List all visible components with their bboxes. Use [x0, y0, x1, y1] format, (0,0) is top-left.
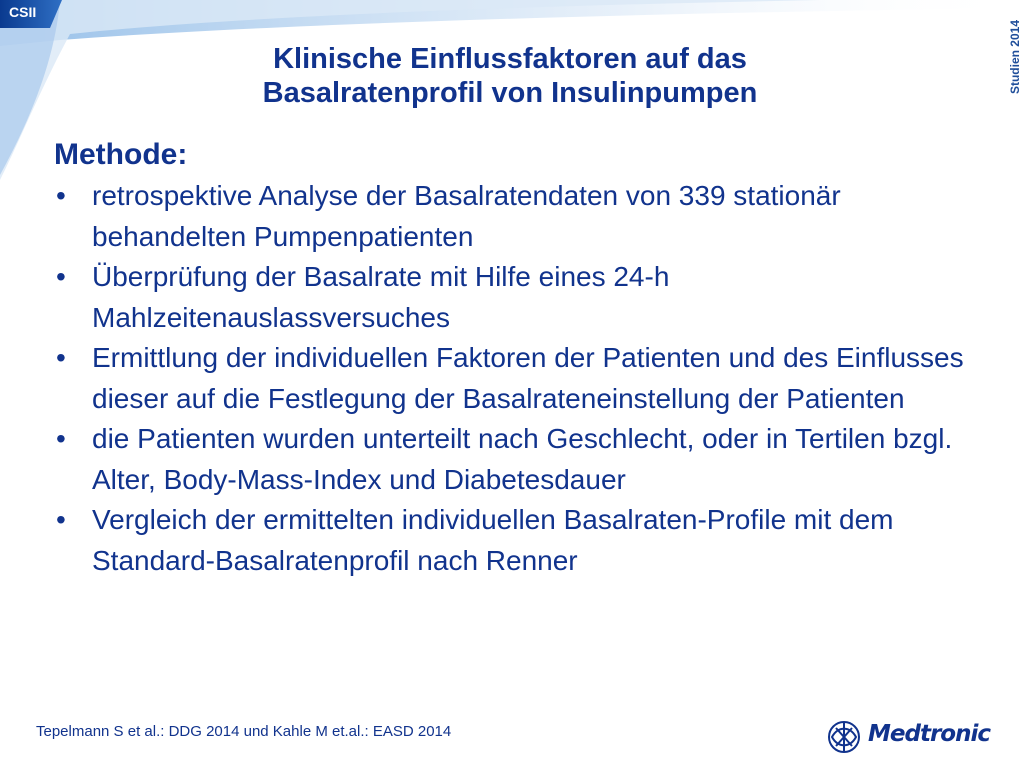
- bullet-dot: •: [56, 261, 66, 292]
- bullet-item: [52, 500, 1002, 581]
- bullet-item: [52, 338, 1002, 419]
- title-line-1: Klinische Einflussfaktoren auf das: [273, 43, 747, 75]
- slide-title: [210, 42, 810, 110]
- bullet-dot: •: [56, 180, 66, 211]
- bullet-text: die Patienten wurden unterteilt nach Geschlecht, oder in Tertilen bzgl. Alter, Body-Mass-Index und Diabetesdauer: [92, 423, 953, 495]
- bullet-dot: •: [56, 342, 66, 373]
- title-line-2: Basalratenprofil von Insulinpumpen: [262, 77, 758, 109]
- bullet-text: Ermittlung der individuellen Faktoren der Patienten und des Einflusses dieser auf die Festlegung der Basalrateneinstellung der Patienten: [92, 342, 964, 414]
- bullet-item: [52, 257, 1002, 338]
- citation-footer: Tepelmann S et al.: DDG 2014 und Kahle M et.al.: EASD 2014: [36, 723, 452, 740]
- bullet-text: Vergleich der ermittelten individuellen Basalraten-Profile mit dem Standard-Basalratenprofil nach Renner: [92, 504, 894, 576]
- section-tag: CSII: [9, 4, 37, 20]
- bullet-item: [52, 176, 1002, 257]
- bullet-list: [52, 176, 1002, 581]
- bullet-dot: •: [56, 423, 66, 454]
- section-heading: Methode:: [54, 138, 188, 171]
- side-label: Studien 2014: [1008, 20, 1022, 95]
- bullet-item: [52, 419, 1002, 500]
- bullet-text: Überprüfung der Basalrate mit Hilfe eines 24-h Mahlzeitenauslassversuches: [92, 261, 670, 333]
- logo-wordmark: Medtronic: [868, 721, 990, 747]
- bullet-text: retrospektive Analyse der Basalratendaten von 339 stationär behandelten Pumpenpatienten: [92, 180, 841, 252]
- bullet-dot: •: [56, 504, 66, 535]
